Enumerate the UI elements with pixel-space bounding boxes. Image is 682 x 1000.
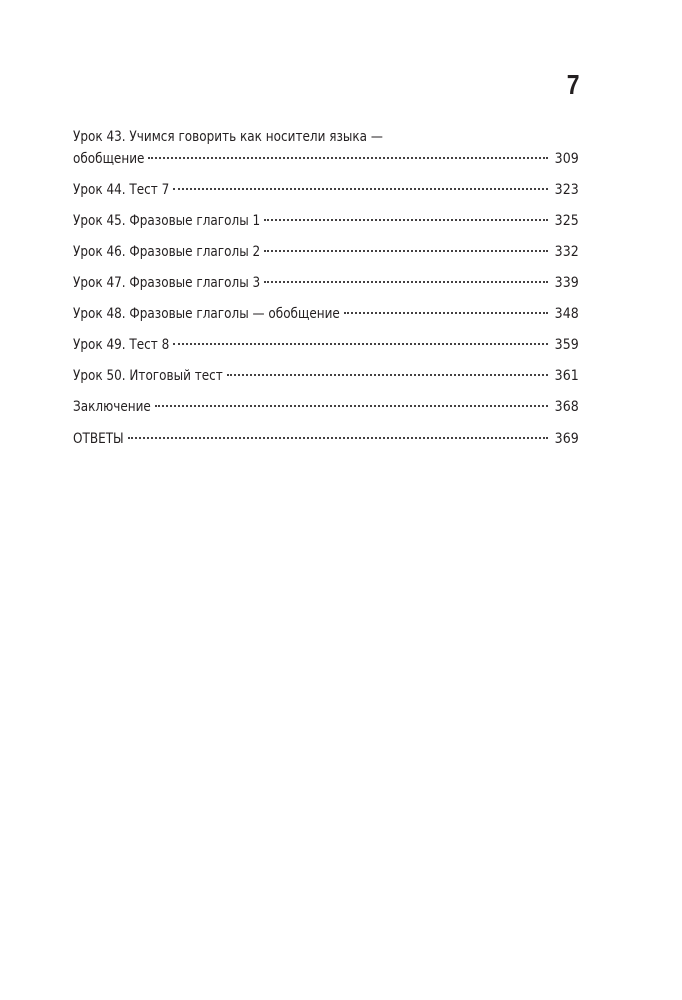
toc-entry-lesson-43[interactable] xyxy=(73,126,579,170)
toc-entry-answers[interactable] xyxy=(73,428,579,450)
toc-entry-page: 359 xyxy=(554,337,579,353)
toc-entry-line xyxy=(73,334,579,356)
toc-entry-line xyxy=(73,210,579,232)
toc-entry-page: 368 xyxy=(554,399,579,415)
dot-leader xyxy=(344,311,548,314)
dot-leader xyxy=(264,280,548,283)
toc-entry-title: Урок 48. Фразовые глаголы — обобщение xyxy=(73,306,340,322)
dot-leader xyxy=(173,342,548,345)
toc-entry-title-line1: Урок 43. Учимся говорить как носители языка — xyxy=(73,129,383,145)
toc-entry-lesson-50[interactable] xyxy=(73,365,579,387)
toc-entry-lesson-48[interactable] xyxy=(73,303,579,325)
toc-entry-line xyxy=(73,179,579,201)
toc-entry-title: Урок 46. Фразовые глаголы 2 xyxy=(73,244,261,260)
toc-entry-page: 309 xyxy=(554,151,579,167)
toc-entry-page: 323 xyxy=(554,182,579,198)
toc-entry-lesson-49[interactable] xyxy=(73,334,579,356)
dot-leader xyxy=(227,373,548,376)
dot-leader xyxy=(128,436,549,439)
toc-entry-lesson-47[interactable] xyxy=(73,272,579,294)
toc-entry-line xyxy=(73,428,579,450)
toc-entry-title: ОТВЕТЫ xyxy=(73,431,124,447)
toc-entry-lesson-44[interactable] xyxy=(73,179,579,201)
table-of-contents xyxy=(73,126,579,459)
toc-entry-line xyxy=(73,241,579,263)
toc-entry-title: Урок 47. Фразовые глаголы 3 xyxy=(73,275,261,291)
dot-leader xyxy=(148,156,548,159)
toc-entry-line xyxy=(73,365,579,387)
toc-entry-page: 348 xyxy=(554,306,579,322)
toc-entry-title: обобщение xyxy=(73,151,145,167)
dot-leader xyxy=(264,249,548,252)
toc-entry-conclusion[interactable] xyxy=(73,396,579,418)
toc-entry-line xyxy=(73,303,579,325)
toc-entry-line xyxy=(73,272,579,294)
dot-leader xyxy=(173,187,548,190)
toc-entry-page: 339 xyxy=(554,275,579,291)
dot-leader xyxy=(264,218,548,221)
toc-entry-line xyxy=(73,396,579,418)
dot-leader xyxy=(155,404,548,407)
toc-entry-title: Урок 44. Тест 7 xyxy=(73,182,170,198)
toc-entry-title: Урок 49. Тест 8 xyxy=(73,337,170,353)
toc-entry-page: 325 xyxy=(554,213,579,229)
toc-entry-page: 369 xyxy=(554,431,579,447)
toc-entry-line xyxy=(73,148,579,170)
toc-entry-lesson-46[interactable] xyxy=(73,241,579,263)
toc-entry-first-line xyxy=(73,126,579,148)
toc-entry-title: Заключение xyxy=(73,399,151,415)
page-number: 7 xyxy=(567,69,580,100)
toc-entry-title: Урок 50. Итоговый тест xyxy=(73,368,223,384)
toc-entry-lesson-45[interactable] xyxy=(73,210,579,232)
toc-entry-title: Урок 45. Фразовые глаголы 1 xyxy=(73,213,261,229)
toc-entry-page: 332 xyxy=(554,244,579,260)
toc-entry-page: 361 xyxy=(554,368,579,384)
